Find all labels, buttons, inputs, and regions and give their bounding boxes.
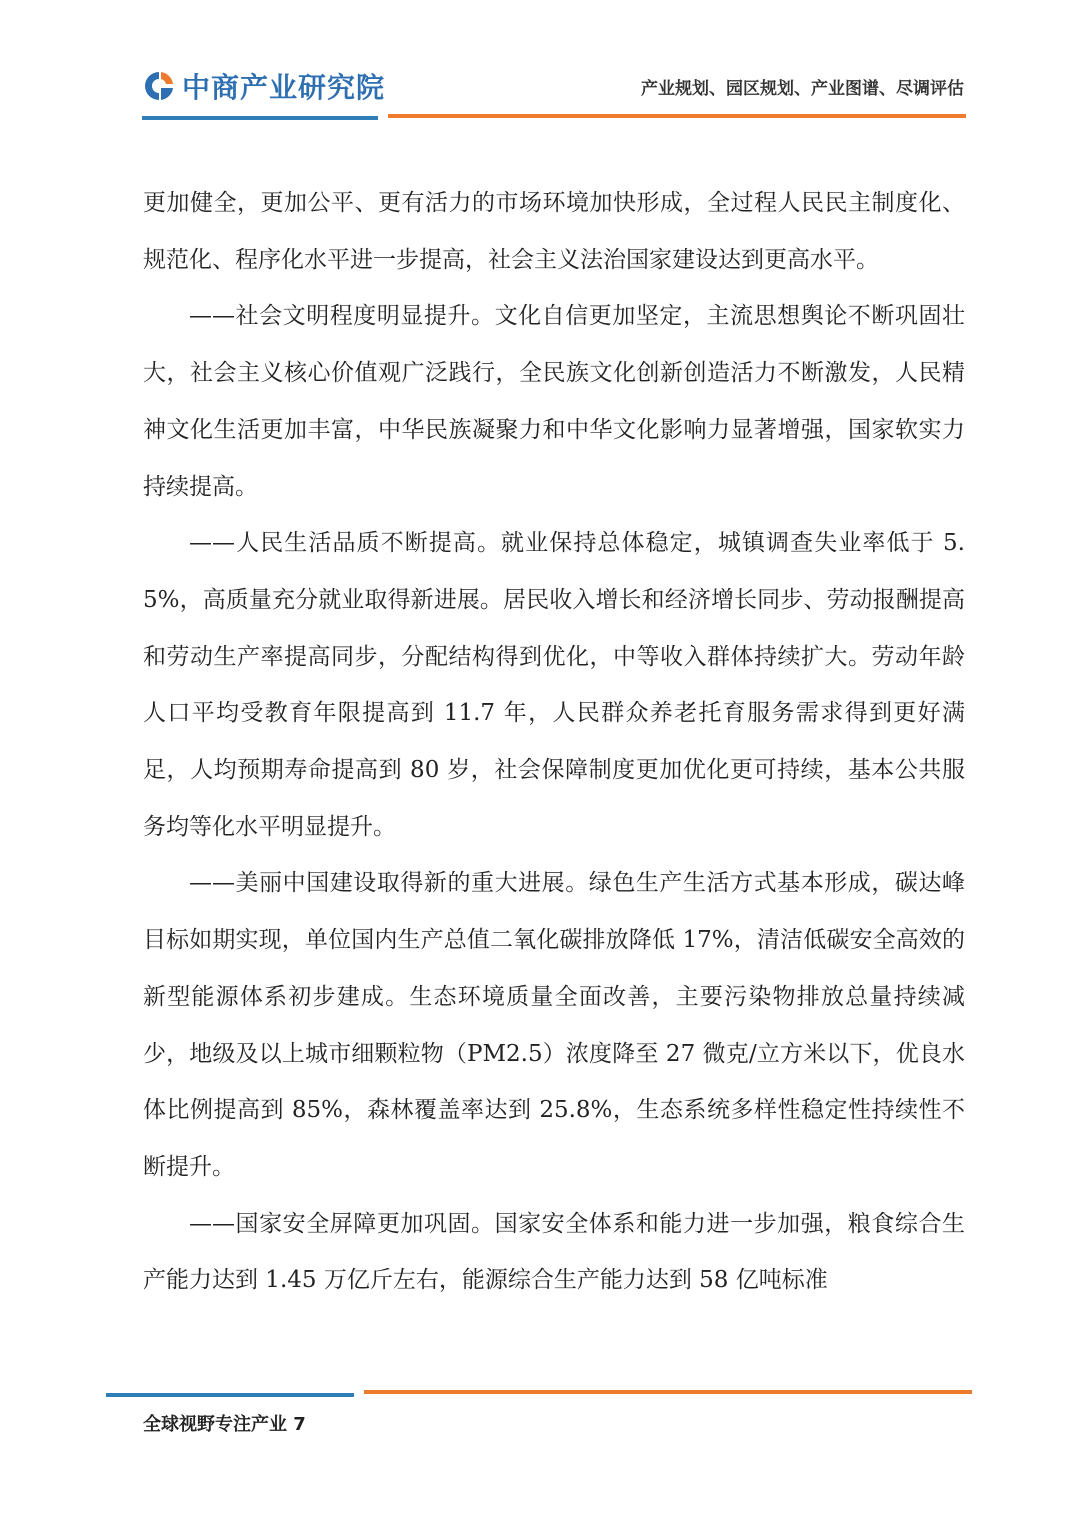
logo-text: 中商产业研究院 xyxy=(182,71,386,104)
paragraph-living-quality: ——人民生活品质不断提高。就业保持总体稳定，城镇调查失业率低于 5.5%，高质量充分就业取得新进展。居民收入增长和经济增长同步、劳动报酬提高和劳动生产率提高同步，分配结构得到优化，中等收入群体持续扩大。劳动年龄人口平均受教育年限提高到 11.7 年，人民群众养老托育服务需求得到更好满足，人均预期寿命提高到 80 岁，社会保障制度更加优化更可持续，基本公共服务均等化水平明显提升。 xyxy=(143,530,965,840)
paragraph-beautiful-china: ——美丽中国建设取得新的重大进展。绿色生产生活方式基本形成，碳达峰目标如期实现，单位国内生产总值二氧化碳排放降低 17%，清洁低碳安全高效的新型能源体系初步建成。生态环境质量全面改善，主要污染物排放总量持续减少，地级及以上城市细颗粒物（PM2.5）浓度降至 27 微克/立方米以下，优良水体比例提高到 85%，森林覆盖率达到 25.8%，生态系统多样性稳定性持续性不断提升。 xyxy=(143,870,965,1180)
logo-icon xyxy=(142,69,176,103)
paragraph-continued: 更加健全，更加公平、更有活力的市场环境加快形成，全过程人民民主制度化、规范化、程序化水平进一步提高，社会主义法治国家建设达到更高水平。 xyxy=(143,190,965,273)
header-tagline: 产业规划、园区规划、产业图谱、尽调评估 xyxy=(641,79,964,99)
document-body xyxy=(143,175,965,1309)
header-rule-orange xyxy=(388,114,966,118)
footer-rule-blue xyxy=(106,1393,354,1397)
page-header xyxy=(0,0,1080,130)
footer-slogan-page-number: 全球视野专注产业 7 xyxy=(143,1414,306,1435)
footer-rule-orange xyxy=(364,1390,972,1394)
header-rule-blue xyxy=(142,116,378,120)
logo xyxy=(142,66,385,106)
paragraph-social-civilization: ——社会文明程度明显提升。文化自信更加坚定，主流思想舆论不断巩固壮大，社会主义核心价值观广泛践行，全民族文化创新创造活力不断激发，人民精神文化生活更加丰富，中华民族凝聚力和中华文化影响力显著增强，国家软实力持续提高。 xyxy=(143,303,965,500)
paragraph-national-security: ——国家安全屏障更加巩固。国家安全体系和能力进一步加强，粮食综合生产能力达到 1.45 万亿斤左右，能源综合生产能力达到 58 亿吨标准 xyxy=(143,1210,965,1294)
